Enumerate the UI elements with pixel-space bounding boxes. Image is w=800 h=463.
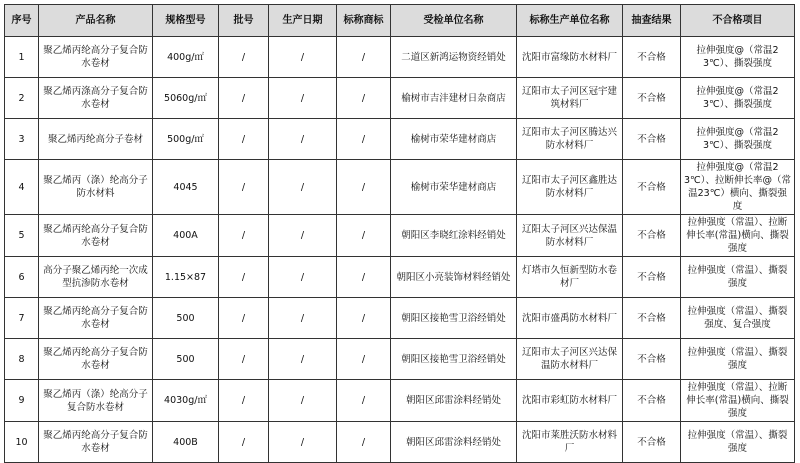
cell-batch: /	[219, 422, 269, 463]
cell-batch: /	[219, 160, 269, 215]
cell-index: 3	[5, 119, 39, 160]
cell-product-name: 聚乙烯丙（涤）纶高分子防水材料	[39, 160, 153, 215]
cell-trademark: /	[337, 380, 391, 422]
cell-batch: /	[219, 37, 269, 78]
cell-production-date: /	[269, 422, 337, 463]
cell-inspected-unit: 朝阳区接艳雪卫浴经销处	[391, 339, 517, 380]
cell-trademark: /	[337, 215, 391, 257]
cell-index: 10	[5, 422, 39, 463]
cell-batch: /	[219, 298, 269, 339]
cell-index: 9	[5, 380, 39, 422]
cell-failed-items: 拉伸强度@（常温23℃）、撕裂强度	[681, 78, 795, 119]
cell-index: 4	[5, 160, 39, 215]
cell-batch: /	[219, 78, 269, 119]
table-body	[5, 37, 795, 463]
cell-production-date: /	[269, 160, 337, 215]
cell-production-date: /	[269, 298, 337, 339]
cell-result: 不合格	[623, 160, 681, 215]
cell-manufacturer: 辽阳市太子河区兴达保温防水材料厂	[517, 339, 623, 380]
cell-trademark: /	[337, 339, 391, 380]
cell-result: 不合格	[623, 422, 681, 463]
cell-inspected-unit: 朝阳区邱雷涂料经销处	[391, 380, 517, 422]
col-header-production-date: 生产日期	[269, 5, 337, 37]
cell-failed-items: 拉伸强度（常温）、撕裂强度	[681, 422, 795, 463]
header-row	[5, 5, 795, 37]
cell-spec: 5060g/㎡	[153, 78, 219, 119]
cell-manufacturer: 辽阳市太子河区腾达兴防水材料厂	[517, 119, 623, 160]
table-row	[5, 160, 795, 215]
cell-manufacturer: 沈阳市盛禹防水材料厂	[517, 298, 623, 339]
table-row	[5, 298, 795, 339]
cell-inspected-unit: 朝阳区小亮装饰材料经销处	[391, 257, 517, 298]
cell-production-date: /	[269, 215, 337, 257]
col-header-index: 序号	[5, 5, 39, 37]
cell-failed-items: 拉伸强度@（常温23℃）、拉断伸长率@（常温23℃）横向、撕裂强度	[681, 160, 795, 215]
cell-spec: 4030g/㎡	[153, 380, 219, 422]
cell-production-date: /	[269, 257, 337, 298]
col-header-batch: 批号	[219, 5, 269, 37]
cell-failed-items: 拉伸强度（常温）、拉断伸长率(常温)横向、撕裂强度	[681, 380, 795, 422]
document-body	[4, 4, 795, 463]
cell-inspected-unit: 朝阳区李晓红涂料经销处	[391, 215, 517, 257]
cell-product-name: 聚乙烯丙涤高分子复合防水卷材	[39, 78, 153, 119]
cell-product-name: 聚乙烯丙纶高分子复合防水卷材	[39, 298, 153, 339]
cell-spec: 400A	[153, 215, 219, 257]
cell-manufacturer: 辽阳太子河区兴达保温防水材料厂	[517, 215, 623, 257]
cell-production-date: /	[269, 119, 337, 160]
table-row	[5, 78, 795, 119]
cell-inspected-unit: 榆树市吉沣建材日杂商店	[391, 78, 517, 119]
cell-product-name: 聚乙烯丙纶高分子复合防水卷材	[39, 37, 153, 78]
cell-result: 不合格	[623, 215, 681, 257]
cell-spec: 500g/㎡	[153, 119, 219, 160]
cell-production-date: /	[269, 37, 337, 78]
cell-result: 不合格	[623, 380, 681, 422]
cell-product-name: 聚乙烯丙纶高分子复合防水卷材	[39, 339, 153, 380]
table-row	[5, 380, 795, 422]
table-row	[5, 215, 795, 257]
cell-trademark: /	[337, 78, 391, 119]
cell-manufacturer: 沈阳市莱胜沃防水材料厂	[517, 422, 623, 463]
cell-production-date: /	[269, 380, 337, 422]
cell-manufacturer: 辽阳市太子河区冠宇建筑材料厂	[517, 78, 623, 119]
cell-result: 不合格	[623, 339, 681, 380]
cell-product-name: 聚乙烯丙纶高分子复合防水卷材	[39, 422, 153, 463]
cell-result: 不合格	[623, 119, 681, 160]
cell-trademark: /	[337, 37, 391, 78]
cell-spec: 500	[153, 339, 219, 380]
cell-trademark: /	[337, 119, 391, 160]
cell-production-date: /	[269, 78, 337, 119]
cell-production-date: /	[269, 339, 337, 380]
col-header-inspected-unit: 受检单位名称	[391, 5, 517, 37]
col-header-spec: 规格型号	[153, 5, 219, 37]
col-header-manufacturer: 标称生产单位名称	[517, 5, 623, 37]
cell-failed-items: 拉伸强度（常温）、撕裂强度	[681, 339, 795, 380]
cell-result: 不合格	[623, 298, 681, 339]
cell-trademark: /	[337, 257, 391, 298]
cell-spec: 400B	[153, 422, 219, 463]
cell-index: 8	[5, 339, 39, 380]
cell-failed-items: 拉伸强度（常温）、拉断伸长率(常温)横向、撕裂强度	[681, 215, 795, 257]
cell-spec: 500	[153, 298, 219, 339]
cell-product-name: 高分子聚乙烯丙纶一次成型抗渗防水卷材	[39, 257, 153, 298]
cell-product-name: 聚乙烯丙（涤）纶高分子复合防水卷材	[39, 380, 153, 422]
cell-manufacturer: 灯塔市久恒新型防水卷材厂	[517, 257, 623, 298]
cell-batch: /	[219, 215, 269, 257]
table-row	[5, 257, 795, 298]
col-header-failed-items: 不合格项目	[681, 5, 795, 37]
cell-trademark: /	[337, 298, 391, 339]
cell-failed-items: 拉伸强度（常温）、撕裂强度	[681, 257, 795, 298]
col-header-product-name: 产品名称	[39, 5, 153, 37]
cell-batch: /	[219, 380, 269, 422]
cell-index: 1	[5, 37, 39, 78]
cell-failed-items: 拉伸强度（常温）、撕裂强度、复合强度	[681, 298, 795, 339]
cell-result: 不合格	[623, 257, 681, 298]
cell-trademark: /	[337, 422, 391, 463]
cell-inspected-unit: 朝阳区接艳雪卫浴经销处	[391, 298, 517, 339]
cell-result: 不合格	[623, 78, 681, 119]
cell-failed-items: 拉伸强度@（常温23℃）、撕裂强度	[681, 37, 795, 78]
inspection-results-table	[4, 4, 795, 463]
cell-index: 2	[5, 78, 39, 119]
cell-inspected-unit: 朝阳区邱雷涂料经销处	[391, 422, 517, 463]
cell-index: 6	[5, 257, 39, 298]
table-row	[5, 339, 795, 380]
cell-batch: /	[219, 257, 269, 298]
cell-failed-items: 拉伸强度@（常温23℃）、撕裂强度	[681, 119, 795, 160]
cell-spec: 1.15×87	[153, 257, 219, 298]
table-header	[5, 5, 795, 37]
cell-batch: /	[219, 339, 269, 380]
table-row	[5, 119, 795, 160]
cell-manufacturer: 辽阳市太子河区鑫胜达防水材料厂	[517, 160, 623, 215]
cell-inspected-unit: 榆树市荣华建材商店	[391, 160, 517, 215]
table-row	[5, 422, 795, 463]
cell-result: 不合格	[623, 37, 681, 78]
cell-spec: 400g/㎡	[153, 37, 219, 78]
cell-product-name: 聚乙烯丙纶高分子复合防水卷材	[39, 215, 153, 257]
col-header-trademark: 标称商标	[337, 5, 391, 37]
cell-spec: 4045	[153, 160, 219, 215]
col-header-result: 抽查结果	[623, 5, 681, 37]
cell-manufacturer: 沈阳市富缘防水材料厂	[517, 37, 623, 78]
cell-trademark: /	[337, 160, 391, 215]
cell-batch: /	[219, 119, 269, 160]
cell-inspected-unit: 榆树市荣华建材商店	[391, 119, 517, 160]
cell-product-name: 聚乙烯丙纶高分子卷材	[39, 119, 153, 160]
table-row	[5, 37, 795, 78]
cell-index: 7	[5, 298, 39, 339]
cell-index: 5	[5, 215, 39, 257]
cell-inspected-unit: 二道区新鸿运物资经销处	[391, 37, 517, 78]
cell-manufacturer: 沈阳市彩虹防水材料厂	[517, 380, 623, 422]
